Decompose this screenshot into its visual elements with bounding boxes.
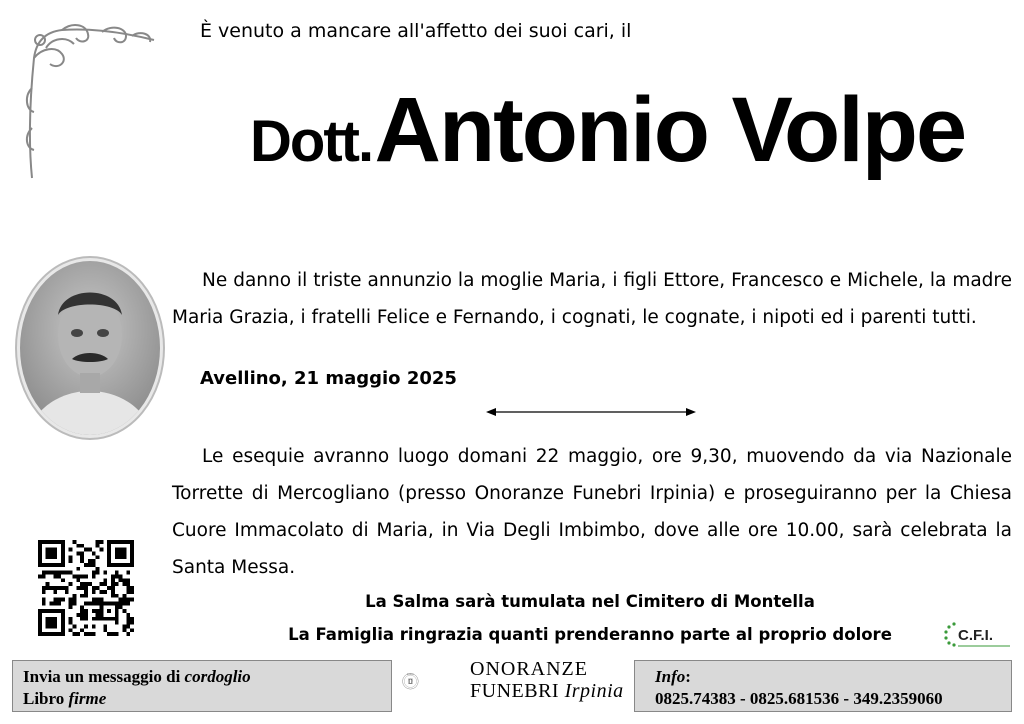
seal-logo-icon: [402, 646, 466, 716]
brand-line1: ONORANZE: [470, 658, 588, 680]
announcement-text: Ne danno il triste annunzio la moglie Maria, i figli Ettore, Francesco e Michele, la madre Maria Grazia, i fratelli Felice e Fernando, i cognati, le cognate, i nipoti ed i parenti tutti.: [172, 270, 1012, 328]
info-label-line: Info:: [655, 667, 691, 686]
cfi-label: C.F.I.: [958, 627, 994, 644]
info-phones[interactable]: 0825.74383 - 0825.681536 - 349.2359060: [655, 689, 943, 708]
deceased-name: [250, 78, 965, 183]
burial-text: La Salma sarà tumulata nel Cimitero di Montella: [365, 592, 815, 611]
condolence-box[interactable]: [12, 660, 392, 712]
condolence-line1: Invia un messaggio di cordoglio: [23, 667, 251, 686]
portrait-photo: [14, 255, 166, 441]
seal-top-text: IRPINIA: [406, 674, 415, 677]
divider-arrow-icon: [486, 404, 696, 420]
place-date: Avellino, 21 maggio 2025: [200, 368, 457, 389]
info-box: [634, 660, 1012, 712]
name-prefix: Dott.: [250, 109, 373, 174]
info-label: Info: [655, 667, 686, 686]
cfi-logo-icon: [940, 618, 1012, 652]
brand-line2: FUNEBRI Irpinia: [470, 680, 624, 702]
thanks-text: La Famiglia ringrazia quanti prenderanno parte al proprio dolore: [288, 625, 892, 644]
name-full: Antonio Volpe: [374, 79, 966, 181]
condolence-line2: Libro firme: [23, 689, 107, 708]
intro-text: È venuto a mancare all'affetto dei suoi cari, il: [200, 20, 632, 42]
qr-code-icon[interactable]: [38, 540, 134, 636]
funeral-text: Le esequie avranno luogo domani 22 maggio, ore 9,30, muovendo da via Nazionale Torrette di Mercogliano (presso Onoranze Funebri Irpinia) e proseguiranno per la Chiesa Cuore Immacolato di Maria, in Via Degli Imbimbo, dove alle ore 10.00, sarà celebrata la Santa Messa.: [172, 446, 1012, 578]
corner-ornament-icon: [22, 18, 162, 188]
